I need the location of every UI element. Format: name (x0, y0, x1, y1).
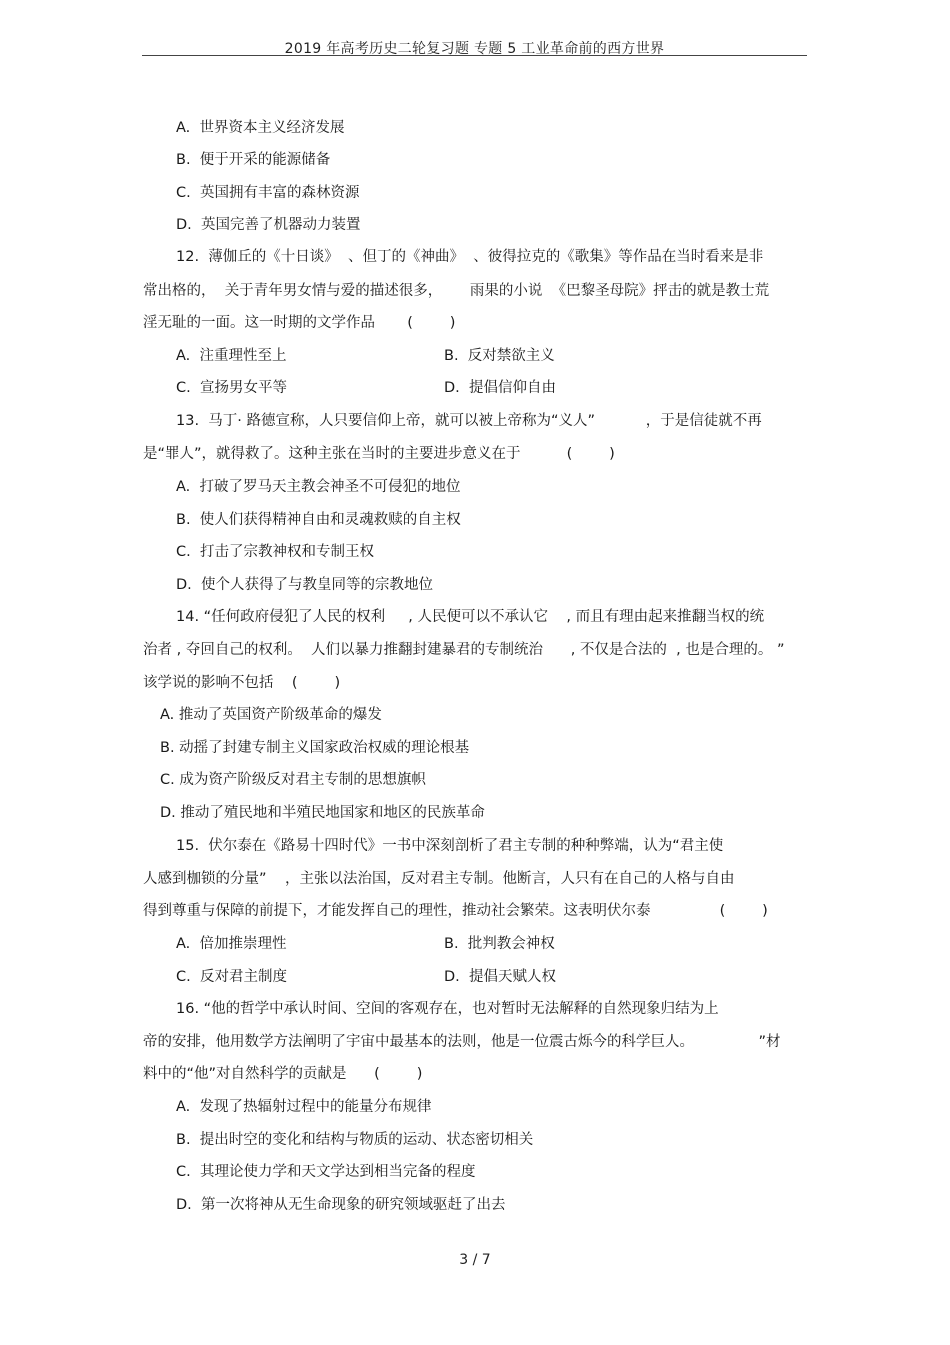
q16-option-c: C. 其理论使力学和天文学达到相当完备的程度 (176, 1164, 476, 1180)
q13-option-a: A. 打破了罗马天主教会神圣不可侵犯的地位 (176, 479, 461, 495)
q12-option-c: C. 宣扬男女平等 (176, 380, 287, 396)
q14-stem-line-2: 治者 , 夺回自己的权利。 人们以暴力推翻封建暴君的专制统治 , 不仅是合法的 , 也是合理的。 ” (143, 642, 785, 658)
q16-stem-line-1: 16. “他的哲学中承认时间、空间的客观存在，也对暂时无法解释的自然现象归结为上 (176, 1001, 719, 1017)
q14-option-d: D. 推动了殖民地和半殖民地国家和地区的民族革命 (160, 805, 485, 821)
q15-stem-line-1: 15. 伏尔泰在《路易十四时代》一书中深刻剖析了君主专制的种种弊端，认为“君主使 (176, 838, 724, 854)
q13-stem-line-2: 是“罪人”，就得救了。这种主张在当时的主要进步意义在于 ( ) (143, 446, 615, 462)
q11-option-b: B. 便于开采的能源储备 (176, 152, 331, 168)
q16-option-d: D. 第一次将神从无生命现象的研究领域驱赶了出去 (176, 1197, 506, 1213)
q16-option-b: B. 提出时空的变化和结构与物质的运动、状态密切相关 (176, 1132, 534, 1148)
q11-option-a: A. 世界资本主义经济发展 (176, 120, 345, 136)
q12-option-a: A. 注重理性至上 (176, 348, 287, 364)
q13-option-d: D. 使个人获得了与教皇同等的宗教地位 (176, 577, 433, 593)
q16-option-a: A. 发现了热辐射过程中的能量分布规律 (176, 1099, 432, 1115)
q13-stem-line-1: 13. 马丁· 路德宣称，人只要信仰上帝，就可以被上帝称为“义人” ，于是信徒就不再 (176, 413, 762, 429)
page-header-title: 2019 年高考历史二轮复习题 专题 5 工业革命前的西方世界 (284, 41, 665, 57)
q14-stem-line-1: 14. “任何政府侵犯了人民的权利 , 人民便可以不承认它 , 而且有理由起来推翻当权的统 (176, 609, 765, 625)
q13-option-b: B. 使人们获得精神自由和灵魂救赎的自主权 (176, 512, 461, 528)
q15-option-d: D. 提倡天赋人权 (444, 969, 556, 985)
page-number: 3 / 7 (459, 1252, 491, 1268)
q12-stem-line-2: 常出格的， 关于青年男女情与爱的描述很多， 雨果的小说 《巴黎圣母院》抨击的就是教士荒 (143, 283, 770, 299)
q15-option-a: A. 倍加推崇理性 (176, 936, 287, 952)
q15-stem-line-3: 得到尊重与保障的前提下，才能发挥自己的理性，推动社会繁荣。这表明伏尔泰 ( ) (143, 903, 768, 919)
q15-stem-line-2: 人感到枷锁的分量” ，主张以法治国，反对君主专制。他断言，人只有在自己的人格与自由 (143, 871, 735, 887)
q16-stem-line-3: 料中的“他”对自然科学的贡献是 ( ) (143, 1066, 423, 1082)
q11-option-c: C. 英国拥有丰富的森林资源 (176, 185, 360, 201)
q12-stem-line-3: 淫无耻的一面。这一时期的文学作品 ( ) (143, 315, 456, 331)
q15-option-b: B. 批判教会神权 (444, 936, 555, 952)
q16-stem-line-2: 帝的安排，他用数学方法阐明了宇宙中最基本的法则，他是一位震古烁今的科学巨人。 ”材 (143, 1034, 781, 1050)
q11-option-d: D. 英国完善了机器动力装置 (176, 217, 361, 233)
q12-stem-line-1: 12. 薄伽丘的《十日谈》 、但丁的《神曲》 、彼得拉克的《歌集》等作品在当时看来是非 (176, 249, 764, 265)
q13-option-c: C. 打击了宗教神权和专制王权 (176, 544, 374, 560)
q15-option-c: C. 反对君主制度 (176, 969, 287, 985)
q12-option-b: B. 反对禁欲主义 (444, 348, 555, 364)
q12-option-d: D. 提倡信仰自由 (444, 380, 556, 396)
q14-stem-line-3: 该学说的影响不包括 ( ) (143, 675, 341, 691)
q14-option-a: A. 推动了英国资产阶级革命的爆发 (160, 707, 382, 723)
q14-option-c: C. 成为资产阶级反对君主专制的思想旗帜 (160, 772, 426, 788)
header-divider (142, 55, 807, 56)
q14-option-b: B. 动摇了封建专制主义国家政治权威的理论根基 (160, 740, 470, 756)
